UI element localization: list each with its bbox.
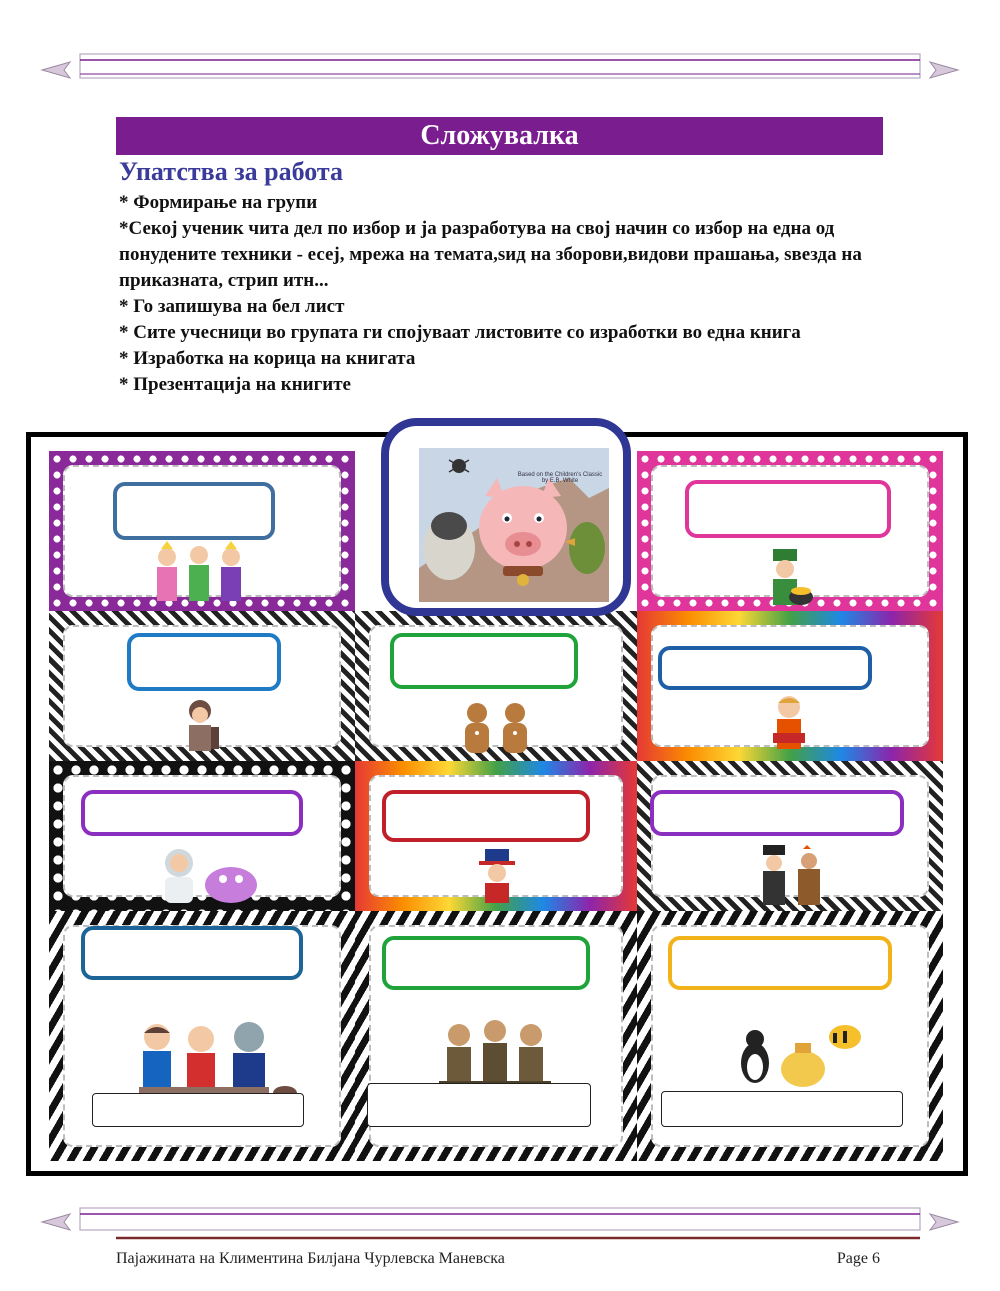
blank-box-4[interactable] <box>390 633 578 689</box>
boy-with-book-icon <box>763 693 815 757</box>
blank-box-7[interactable] <box>382 790 590 842</box>
book-cover-card <box>381 418 631 616</box>
fairytale-characters-icon <box>149 541 249 603</box>
blank-box-11[interactable] <box>668 936 892 990</box>
page-title: Сложувалка <box>116 117 883 155</box>
blank-box-9[interactable] <box>81 926 303 980</box>
blank-box-8[interactable] <box>650 790 904 836</box>
footer-author: Пајажината на Климентина Билјана Чурлевска Маневска <box>116 1250 505 1267</box>
top-scroll-border <box>40 48 960 88</box>
blank-box-2[interactable] <box>685 480 891 538</box>
instruction-item: * Сите учесници во групата ги спојуваат листовите со изработки во една книга <box>119 322 801 343</box>
footer-page-number: Page 6 <box>836 1250 880 1267</box>
pilgrim-and-native-icon <box>755 845 833 907</box>
gingerbread-men-icon <box>459 701 535 757</box>
blank-box-3[interactable] <box>127 633 281 691</box>
instructions-list <box>119 190 899 398</box>
answer-box-row4-col1[interactable] <box>92 1093 304 1127</box>
answer-box-row4-col2[interactable] <box>367 1083 591 1127</box>
card-row3-col3 <box>637 761 943 911</box>
uncle-sam-icon <box>469 849 525 905</box>
astronaut-and-alien-icon <box>153 847 263 905</box>
penguin-teapot-bee-icon <box>733 1007 873 1093</box>
instruction-item: * Формирање на групи <box>119 192 318 213</box>
leprechaun-icon <box>755 547 815 607</box>
answer-box-row4-col3[interactable] <box>661 1091 903 1127</box>
blank-box-6[interactable] <box>81 790 303 836</box>
instruction-item: * Изработка на корица на книгата <box>119 348 416 369</box>
blank-box-10[interactable] <box>382 936 590 990</box>
blank-box-1[interactable] <box>113 482 275 540</box>
instruction-item: * Презентација на книгите <box>119 374 351 395</box>
card-row3-col1 <box>49 761 355 911</box>
cover-caption: Based on the Children's Classic by E.B. White <box>517 472 603 484</box>
blank-box-5[interactable] <box>658 646 872 690</box>
instructions-heading: Упатства за работа <box>119 157 344 186</box>
instruction-item: *Секој ученик чита дел по избор и ја разработува на свој начин со избор на една од понудените техники - есеј, мрежа на темата,ѕид на зборови,видови прашања, ѕвезда на приказната, стрип итн... <box>119 218 862 291</box>
book-cover-image <box>419 448 609 602</box>
football-kids-icon <box>129 1017 299 1103</box>
instruction-item: * Го запишува на бел лист <box>119 296 345 317</box>
caveman-icon <box>175 697 225 757</box>
bottom-scroll-border <box>40 1204 960 1244</box>
